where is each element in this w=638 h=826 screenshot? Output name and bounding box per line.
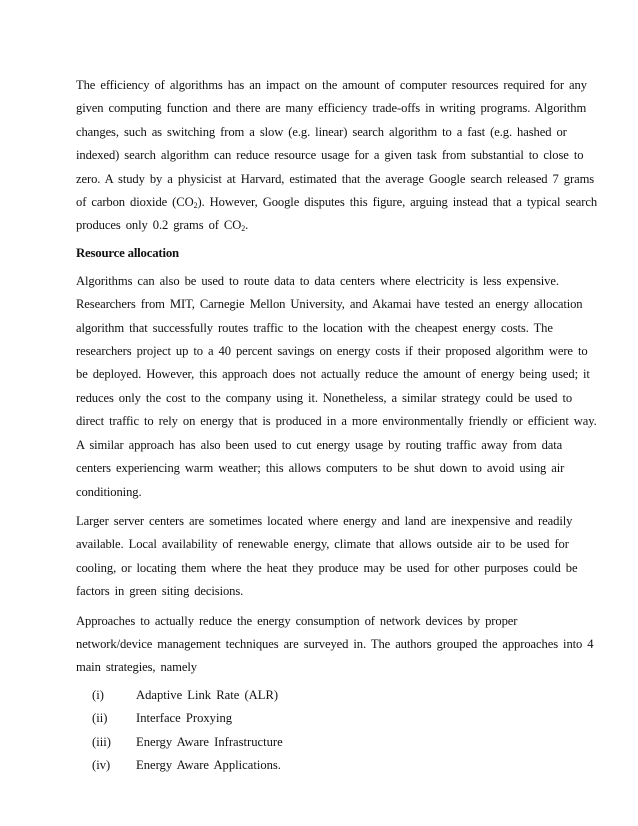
subscript: 2 xyxy=(241,224,246,234)
list-item-text: Adaptive Link Rate (ALR) xyxy=(136,687,279,702)
paragraph-approaches: Approaches to actually reduce the energy consumption of network devices by proper network/device management techniques are surveyed in. The authors grouped the approaches into 4 main strategies, namely xyxy=(76,613,594,675)
list-item-text: Interface Proxying xyxy=(136,711,233,726)
list-item xyxy=(92,731,598,754)
subscript: 2 xyxy=(193,201,198,211)
paragraph-algorithm-efficiency xyxy=(76,74,598,238)
list-item-text: Energy Aware Applications. xyxy=(136,757,281,772)
list-item xyxy=(92,707,598,730)
paragraph-resource-allocation: Algorithms can also be used to route data to data centers where electricity is less expensive. Researchers from MIT, Carnegie Mellon University, and Akamai have tested an energy allocation algorithm that successfully routes traffic to the location with the cheapest energy costs. The researchers project up to a 40 percent savings on energy costs if their proposed algorithm were to be deployed. However, this approach does not actually reduce the amount of energy being used; it reduces only the cost to the company using it. Nonetheless, a similar strategy could be used to direct traffic to rely on energy that is produced in a more environmentally friendly or efficient way. A similar approach has also been used to cut energy usage by routing traffic away from data centers experiencing warm weather; this allows computers to be shut down to avoid using air conditioning. xyxy=(76,273,597,499)
list-item-number: (i) xyxy=(92,687,104,702)
paragraph-text: ). However, Google disputes this figure, arguing instead that a typical search produces only 0.2 grams of CO xyxy=(76,195,598,233)
paragraph-text: . xyxy=(245,218,249,233)
list-item-number: (iv) xyxy=(92,757,111,772)
paragraph-text: The efficiency of algorithms has an impact on the amount of computer resources required for any given computing function and there are many efficiency trade-offs in writing programs. Algorithm changes, such as switching from a slow (e.g. linear) search algorithm to a fast (e.g. hashed or indexed) search algorithm can reduce resource usage for a given task from substantial to close to zero. A study by a physicist at Harvard, estimated that the average Google search released 7 grams of carbon dioxide (CO xyxy=(76,78,595,210)
list-item-number: (iii) xyxy=(92,734,111,749)
list-item xyxy=(92,684,598,707)
strategy-list xyxy=(76,684,598,778)
list-item-number: (ii) xyxy=(92,711,108,726)
list-item xyxy=(92,754,598,777)
section-heading: Resource allocation xyxy=(76,245,179,260)
list-item-text: Energy Aware Infrastructure xyxy=(136,734,283,749)
paragraph-server-centers: Larger server centers are sometimes located where energy and land are inexpensive and readily available. Local availability of renewable energy, climate that allows outside air to be used for cooling, or locating them where the heat they produce may be used for other purposes could be factors in green siting decisions. xyxy=(76,513,578,599)
